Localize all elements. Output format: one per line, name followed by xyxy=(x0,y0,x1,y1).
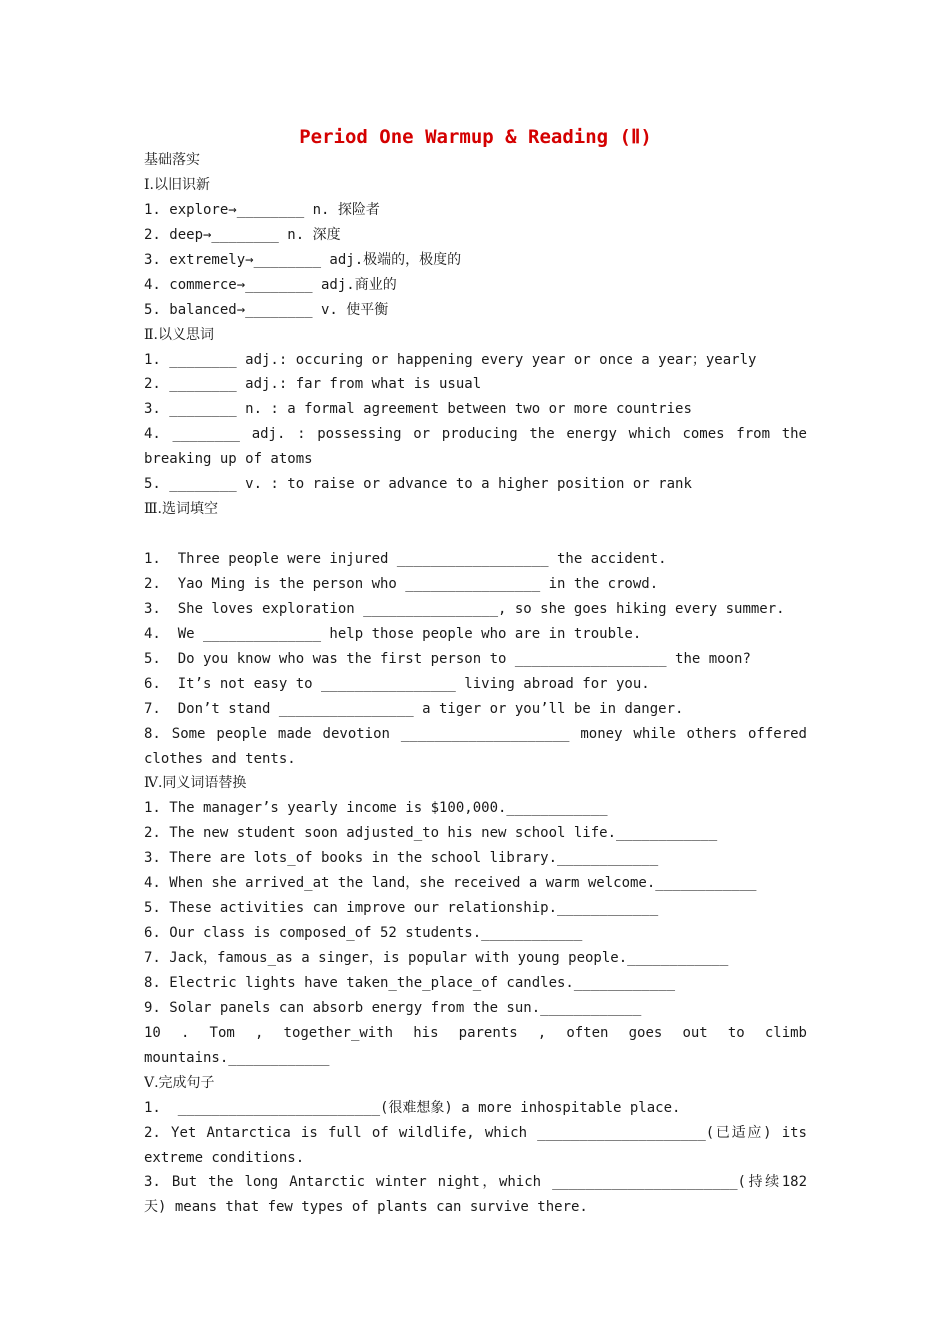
section-heading: Ⅲ.选词填空 xyxy=(144,501,218,518)
document-body xyxy=(144,148,807,1220)
exercise-line: 9. Solar panels can absorb energy from the sun.____________ xyxy=(144,999,642,1016)
exercise-line: 1. explore→________ n. 探险者 xyxy=(144,201,380,218)
exercise-line: 3. ________ n. : a formal agreement between two or more countries xyxy=(144,401,692,418)
exercise-line: 2. Yao Ming is the person who ________________ in the crowd. xyxy=(144,575,659,592)
exercise-line: 3. There are lots_of books in the school library.____________ xyxy=(144,850,659,867)
exercise-line: 3. But the long Antarctic winter night，which ______________________(持续182 xyxy=(144,1174,807,1191)
exercise-line: 4. We ______________ help those people who are in trouble. xyxy=(144,625,642,642)
exercise-line: breaking up of atoms xyxy=(144,451,313,468)
exercise-line: 8. Electric lights have taken_the_place_of candles.____________ xyxy=(144,974,676,991)
exercise-line: 1. ________ adj.: occuring or happening every year or once a year；yearly xyxy=(144,351,757,368)
section-heading: Ⅰ.以旧识新 xyxy=(144,176,210,193)
section-heading: Ⅳ.同义词语替换 xyxy=(144,775,247,792)
exercise-line: 6. Our class is composed_of 52 students.____________ xyxy=(144,925,583,942)
exercise-line: 2. The new student soon adjusted_to his new school life.____________ xyxy=(144,825,718,842)
exercise-line: 7. Don’t stand ________________ a tiger or you’ll be in danger. xyxy=(144,700,684,717)
blank-line xyxy=(144,522,807,547)
section-heading: 基础落实 xyxy=(144,152,200,168)
exercise-line: 5. Do you know who was the first person to __________________ the moon? xyxy=(144,650,751,667)
exercise-line: clothes and tents. xyxy=(144,750,296,767)
exercise-line: 2. Yet Antarctica is full of wildlife, which ____________________(已适应) its xyxy=(144,1124,807,1141)
exercise-line: 10 . Tom , together_with his parents , often goes out to climb xyxy=(144,1024,807,1041)
section-heading: Ⅴ.完成句子 xyxy=(144,1074,215,1091)
section-heading: Ⅱ.以义思词 xyxy=(144,326,214,343)
exercise-line: 4. When she arrived_at the land，she received a warm welcome.____________ xyxy=(144,875,757,892)
exercise-line: 3. extremely→________ adj.极端的，极度的 xyxy=(144,251,462,268)
exercise-line: 5. These activities can improve our relationship.____________ xyxy=(144,900,659,917)
exercise-line: mountains.____________ xyxy=(144,1049,330,1066)
exercise-line: 1. ________________________(很难想象) a more inhospitable place. xyxy=(144,1099,681,1116)
exercise-line: 1. Three people were injured __________________ the accident. xyxy=(144,551,667,567)
exercise-line: 6. It’s not easy to ________________ living abroad for you. xyxy=(144,675,650,692)
exercise-line: 8. Some people made devotion ____________________ money while others offered xyxy=(144,725,807,742)
exercise-line: 5. ________ v. : to raise or advance to a higher position or rank xyxy=(144,476,692,493)
exercise-line: extreme conditions. xyxy=(144,1149,305,1166)
exercise-line: 4. ________ adj. : possessing or producing the energy which comes from the xyxy=(144,426,807,443)
exercise-line: 天) means that few types of plants can survive there. xyxy=(144,1199,588,1216)
exercise-line: 7. Jack，famous_as a singer，is popular with young people.____________ xyxy=(144,950,729,966)
exercise-line: 1. The manager’s yearly income is $100,000.____________ xyxy=(144,800,608,817)
page-title: Period One Warmup & Reading (Ⅱ) xyxy=(299,126,652,148)
exercise-line: 4. commerce→________ adj.商业的 xyxy=(144,276,397,293)
exercise-line: 3. She loves exploration ________________, so she goes hiking every summer. xyxy=(144,600,785,617)
exercise-line: 2. deep→________ n. 深度 xyxy=(144,226,341,243)
exercise-line: 2. ________ adj.: far from what is usual xyxy=(144,376,482,393)
exercise-line: 5. balanced→________ v. 使平衡 xyxy=(144,301,389,318)
